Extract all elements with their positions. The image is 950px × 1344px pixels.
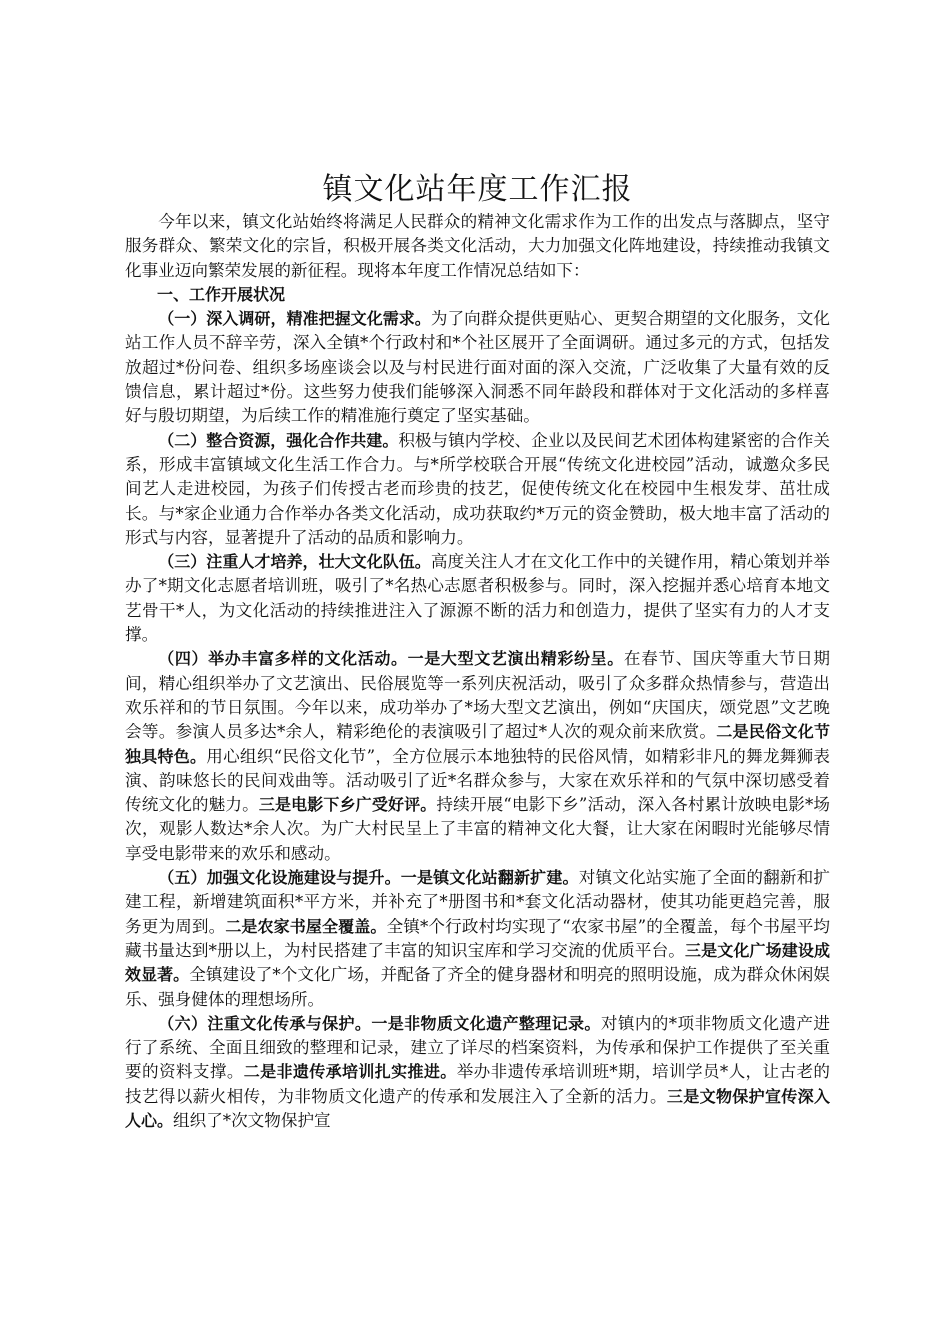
paragraph-3-text: 高度关注人才在文化工作中的关键作用，精心策划并举办了*期文化志愿者培训班，吸引了*名热心志愿者积极参与。同时，深入挖掘并悉心培育本地文艺骨干*人，为文化活动的持续推进注入了源源不断的活力和创造力，提供了坚实有力的人才支撑。 xyxy=(125,552,830,645)
paragraph-4-text-1: 在春节、国庆等重大节日期间，精心组织举办了文艺演出、民俗展览等一系列庆祝活动，吸引了众多群众热情参与，营造出欢乐祥和的节日氛围。今年以来，成功举办了*场大型文艺演出，例如“庆国庆，颂党恩”文艺晚会等。参演人员多达*余人，精彩绝伦的表演吸引了超过*人次的观众前来欣赏。 xyxy=(125,649,830,742)
paragraph-5-point-2: 二是农家书屋全覆盖。 xyxy=(225,916,387,936)
paragraph-4-point-1: 一是大型文艺演出精彩纷呈。 xyxy=(407,649,624,669)
paragraph-5-text-2: 全镇*个行政村均实现了“农家书屋”的全覆盖，每个书屋平均藏书量达到*册以上，为村民搭建了丰富的知识宝库和学习交流的优质平台。 xyxy=(125,916,831,960)
paragraph-1-text: 为了向群众提供更贴心、更契合期望的文化服务，文化站工作人员不辞辛劳，深入全镇*个行政村和*个社区展开了全面调研。通过多元的方式，包括发放超过*份问卷、组织多场座谈会以及与村民进行面对面的深入交流，广泛收集了大量有效的反馈信息，累计超过*份。这些努力使我们能够深入洞悉不同年龄段和群体对于文化活动的多样喜好与殷切期望，为后续工作的精准施行奠定了坚实基础。 xyxy=(125,309,830,426)
paragraph-2-text: 积极与镇内学校、企业以及民间艺术团体构建紧密的合作关系，形成丰富镇域文化生活工作合力。与*所学校联合开展“传统文化进校园”活动，诚邀众多民间艺人走进校园，为孩子们传授古老而珍贵的技艺，促使传统文化在校园中生根发芽、茁壮成长。与*家企业通力合作举办各类文化活动，成功获取约*万元的资金赞助，极大地丰富了活动的形式与内容，显著提升了活动的品质和影响力。 xyxy=(125,430,830,547)
paragraph-2 xyxy=(125,429,830,550)
paragraph-6-heading: （六）注重文化传承与保护。 xyxy=(158,1013,372,1033)
paragraph-4-text-2: 用心组织“民俗文化节”，全方位展示本地独特的民俗风情，如精彩非凡的舞龙舞狮表演、韵味悠长的民间戏曲等。活动吸引了近*名群众参与，大家在欢乐祥和的气氛中深切感受着传统文化的魅力。 xyxy=(125,746,830,815)
paragraph-5-text-3: 全镇建设了*个文化广场，并配备了齐全的健身器材和明亮的照明设施，成为群众休闲娱乐、强身健体的理想场所。 xyxy=(125,965,830,1009)
paragraph-6-point-1: 一是非物质文化遗产整理记录。 xyxy=(371,1013,601,1033)
paragraph-5-text-1: 对镇文化站实施了全面的翻新和扩建工程，新增建筑面积*平方米，并补充了*册图书和*套文化活动器材，使其功能更趋完善，服务更为周到。 xyxy=(125,868,830,936)
paragraph-4-point-3: 三是电影下乡广受好评。 xyxy=(258,795,437,815)
document-title: 镇文化站年度工作汇报 xyxy=(322,172,633,207)
paragraph-5 xyxy=(125,866,830,1012)
paragraph-4-point-2: 二是民俗文化节独具特色。 xyxy=(125,722,830,766)
paragraph-5-point-1: 一是镇文化站翻新扩建。 xyxy=(400,868,579,888)
paragraph-4-heading: （四）举办丰富多样的文化活动。 xyxy=(158,649,408,669)
paragraph-5-heading: （五）加强文化设施建设与提升。 xyxy=(158,868,401,888)
paragraph-3 xyxy=(125,550,830,647)
document-page xyxy=(125,170,830,1133)
paragraph-6-text-1: 对镇内的*项非物质文化遗产进行了系统、全面且细致的整理和记录，建立了详尽的档案资料，为传承和保护工作提供了至关重要的资料支撑。 xyxy=(125,1013,830,1082)
paragraph-6-point-2: 二是非遗传承培训扎实推进。 xyxy=(243,1062,457,1082)
paragraph-1-heading: （一）深入调研，精准把握文化需求。 xyxy=(158,309,431,329)
paragraph-6-text-2: 举办非遗传承培训班*期，培训学员*人，让古老的技艺得以薪火相传，为非物质文化遗产的传承和发展注入了全新的活力。 xyxy=(125,1062,831,1106)
paragraph-1 xyxy=(125,307,830,428)
intro-paragraph: 今年以来，镇文化站始终将满足人民群众的精神文化需求作为工作的出发点与落脚点，坚守服务群众、繁荣文化的宗旨，积极开展各类文化活动，大力加强文化阵地建设，持续推动我镇文化事业迈向繁荣发展的新征程。现将本年度工作情况总结如下： xyxy=(125,212,830,280)
paragraph-2-heading: （二）整合资源，强化合作共建。 xyxy=(158,430,399,450)
paragraph-5-point-3: 三是文化广场建设成效显著。 xyxy=(125,940,830,985)
paragraph-6-text-3: 组织了*次文物保护宣 xyxy=(173,1110,331,1130)
section-heading-1: 一、工作开展状况 xyxy=(157,284,286,304)
paragraph-3-heading: （三）注重人才培养，壮大文化队伍。 xyxy=(158,552,431,572)
paragraph-6-point-3: 三是文物保护宣传深入人心。 xyxy=(125,1086,830,1130)
paragraph-6 xyxy=(125,1012,830,1133)
paragraph-4 xyxy=(125,647,830,866)
paragraph-4-text-3: 持续开展“电影下乡”活动，深入各村累计放映电影*场次，观影人数达*余人次。为广大村民呈上了丰富的精神文化大餐，让大家在闲暇时光能够尽情享受电影带来的欢乐和感动。 xyxy=(125,795,830,863)
